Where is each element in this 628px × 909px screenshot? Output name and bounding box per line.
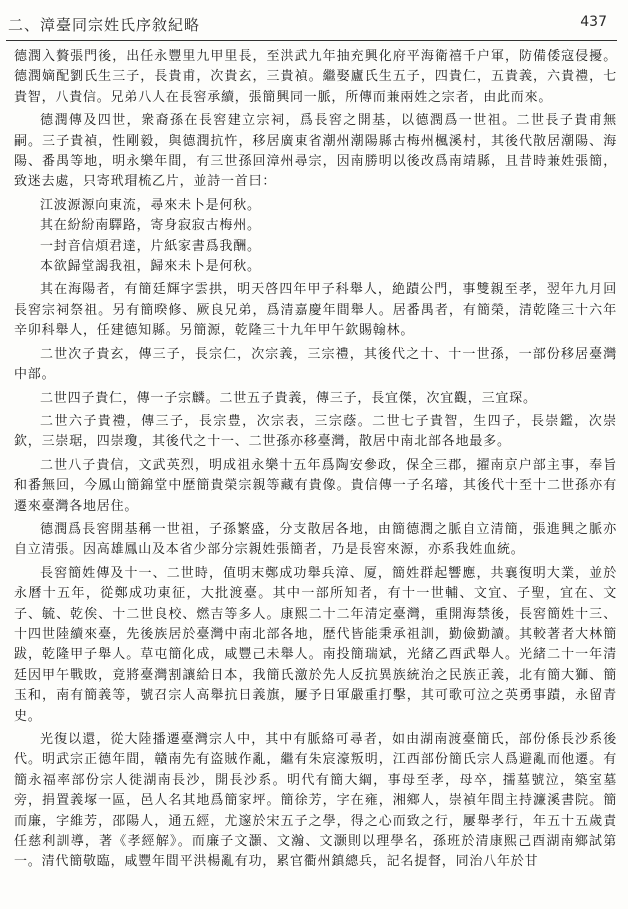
paragraph: 德潤爲長窖開基稱一世祖，子孫繁盛，分支散居各地，由簡德潤之脈自立清簡，張進興之脈亦自立清張。因高雄鳳山及本省少部分宗親姓張簡者，乃是長窖來源，亦系我姓血統。 <box>14 521 617 558</box>
paragraph: 其在海陽者，有簡廷輝字雲拱，明天啓四年甲子科舉人，絶蹟公門，事雙親至孝，翌年九月回長窖宗祠祭祖。另有簡暌修、厥良兄弟，爲清嘉慶年間舉人。居番禺者，有簡榮，清乾隆三十六年辛卯科舉人，任建德知縣。另簡源，乾隆三十九年甲午欽賜翰林。 <box>14 282 617 339</box>
poem-line: 本欲歸堂謁我祖，歸來未卜是何秋。 <box>40 259 261 275</box>
paragraph: 二世八子貴信，文武英烈，明成祖永樂十五年爲陶安參政，保全三郡，擢南京户部主事，奉旨和番無回，今鳳山簡錦堂中歴簡貴榮宗親等藏有貴像。貴信傳一子名璿，其後代十至十二世孫亦有遷來臺灣各地居住。 <box>14 457 617 514</box>
paragraph: 二世六子貴禮，傳三子，長宗豊，次宗表，三宗蔭。二世七子貴智，生四子，長崇鑑，次崇欽，三崇琚，四崇瓊，其後代之十一、二世孫亦移臺灣，散居中南北部各地最多。 <box>14 413 617 450</box>
poem <box>14 196 617 278</box>
poem-line: 其在紛紛南驛路，寄身寂寂古梅州。 <box>40 218 261 234</box>
paragraph: 二世四子貴仁，傳一子宗麟。二世五子貴義，傳三子，長宜傑，次宜觀，三宜琛。 <box>40 390 537 406</box>
paragraph: 光復以還，從大陸播遷臺灣宗人中，其中有脈絡可尋者，如由湖南渡臺簡氏，部份係長沙系後代。明武宗正德年間，贛南先有盗賊作亂，繼有朱宸濠叛明，江西部份簡氏宗人爲避亂而他遷。有簡永福率部份宗人徙湖南長沙，開長沙系。明代有簡大綱，事母至孝，母卒，擩墓號泣，築室墓旁，捐置義塚一區，邑人名其地爲簡家坪。簡徐芳，字在雍，湘鄉人，崇禎年間主持濂溪書院。簡而廉，字維芳，邵陽人，通五經，尤邃於宋五子之學，得之心而致之行，屢舉孝行，年五十五歲責任慈利訓導，著《孝經解》。而廉子文灝、文瀚、文灏則以理學名，孫班於清康熙己酉湖南鄉試第一。清代簡敬臨，咸豐年間平洪楊亂有功，累官衢州鎮總兵，記名提督，同治八年於甘 <box>14 732 617 870</box>
running-header-title: 二、漳臺同宗姓氏序敘紀略 <box>8 16 201 34</box>
page-number: 437 <box>580 14 607 30</box>
paragraph: 德潤入贅張門後，出任永豐里九甲里長，至洪武九年抽充興化府平海衛禧千户軍，防備倭寇侵擾。德潤嫡配劉氏生三子，長貴甫，次貴玄，三貴禎。繼娶廬氏生五子，四貴仁，五貴義，六貴禮，七貴智，八貴信。兄弟八人在長窖承續，張簡興同一脈，所傳而兼兩姓之宗者，由此而來。 <box>14 49 617 105</box>
body-text <box>14 47 617 876</box>
poem-line: 江波源源向東流，尋來未卜是何秋。 <box>40 197 261 213</box>
paragraph: 長窖簡姓傳及十一、二世時，值明末鄭成功舉兵漳、厦，簡姓群起響應，共襄復明大業，並於永曆十五年，從鄭成功東征，大批渡臺。其中一部所知者，有十一世輔、文宜、子聖，宜在、文子、毓、乾俟、十二世良校、燃吉等多人。康熙二十二年清定臺灣，重開海禁後，長窖簡姓十三、十四世陸續來臺，先後族居於臺灣中南北部各地，歴代皆能秉承祖訓，勤儉勤讀。其較著者大林簡跋，乾隆甲子舉人。草屯簡化成，咸豐己未舉人。南投簡瑞斌，光緒乙酉武舉人。光緒二十一年清廷因甲午戰敗，竟將臺灣割讓給日本，我簡氏激於先人反抗異族統治之民族正義，北有簡大獅、簡玉和，南有簡義等，號召宗人高舉抗日義旗，屢予日軍嚴重打擊，其可歌可泣之英勇事蹟，永留青史。 <box>14 565 617 724</box>
poem-line: 一封音信煩君達，片紙家書爲我酬。 <box>40 238 261 254</box>
paragraph: 二世次子貴玄，傳三子，長宗仁，次宗義，三宗禮，其後代之十、十一世孫，一部份移居臺灣中部。 <box>14 346 617 383</box>
paragraph: 德潤傳及四世，衆裔孫在長窖建立宗祠，爲長窖之開基，以德潤爲一世祖。二世長子貴甫無嗣。三子貴禎，性剛毅，與德潤抗忤，移居廣東省潮州潮陽縣古梅州楓溪村，其後代散居潮陽、海陽、番禺等地，明永樂年間，有三世孫回漳州尋宗，因南勝明以後改爲南靖縣，且昔時兼姓張簡，致迷去處，只寄玳瑁梳乙片，並詩一首曰： <box>14 113 617 190</box>
page-header <box>6 0 617 41</box>
